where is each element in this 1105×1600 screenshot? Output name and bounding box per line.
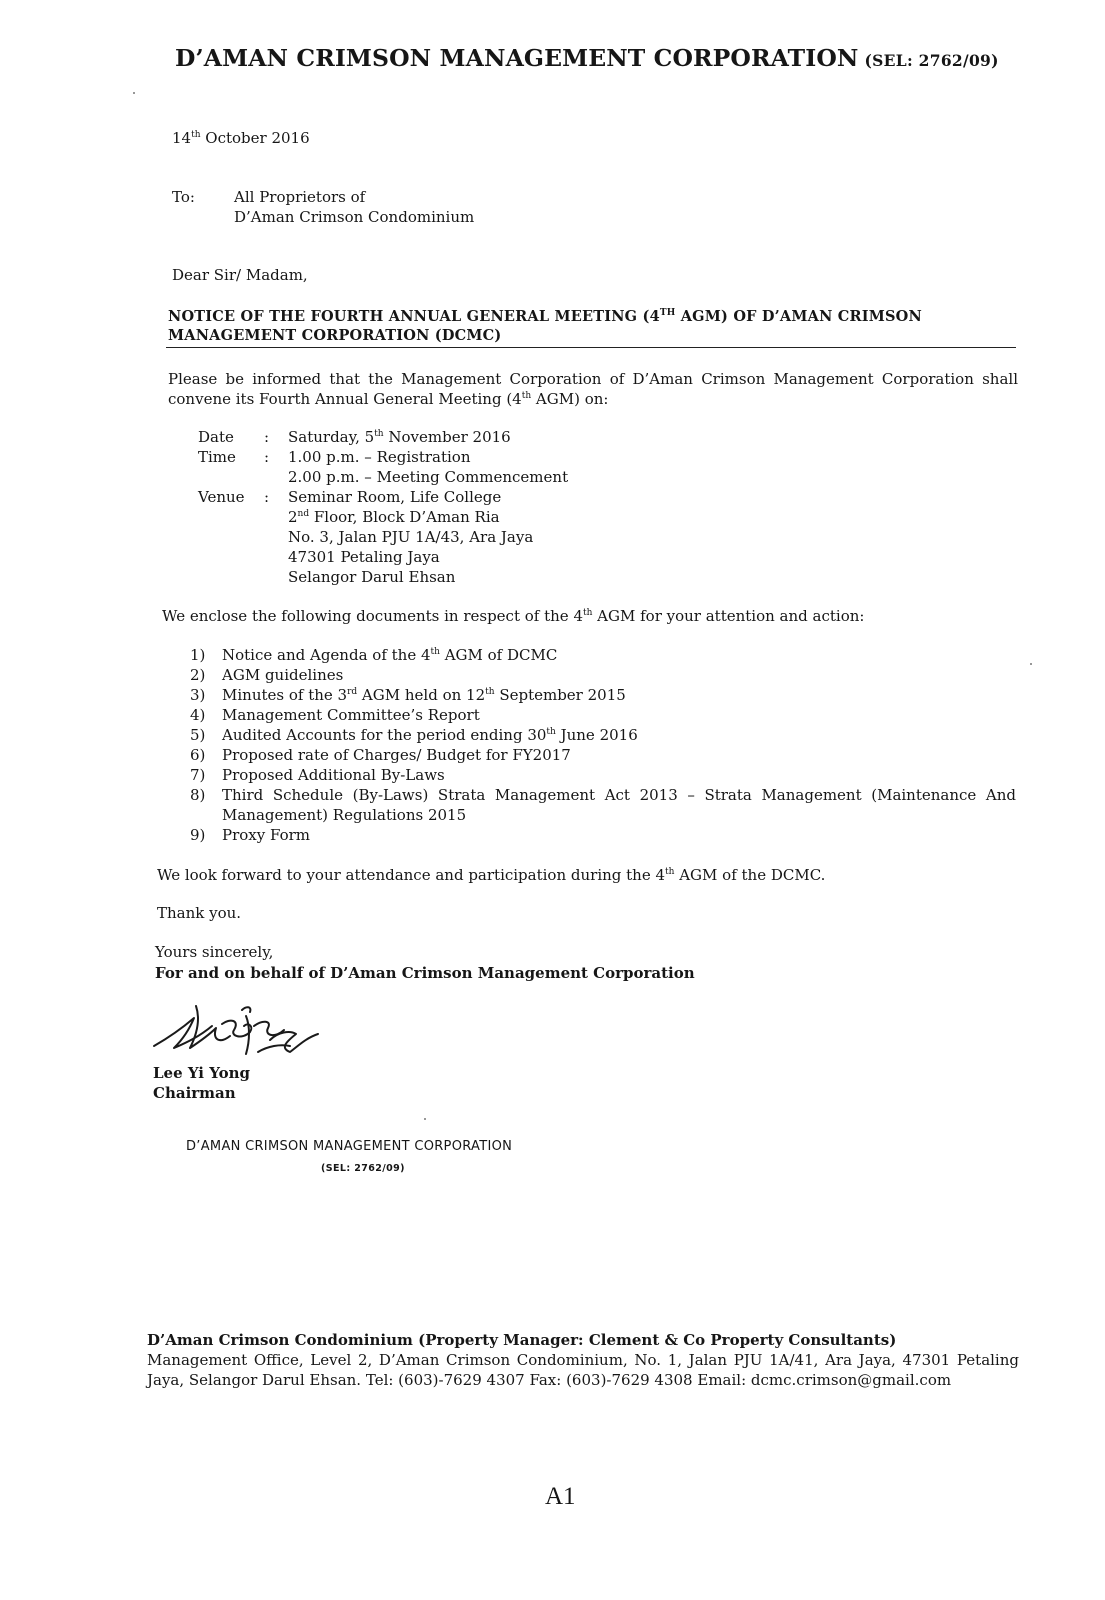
footer-address: Management Office, Level 2, D’Aman Crimson Condominium, No. 1, Jalan PJU 1A/41, Ara Jaya, 47301 Petaling Jaya, Selangor Darul Ehsan. Tel: (603)-7629 4307 Fax: (603)-7629 4308 Email: dcmc.crimson@gmail.com — [147, 1351, 1019, 1389]
list-item: 4) Management Committee’s Report — [190, 706, 480, 724]
intro-paragraph: Please be informed that the Management Corporation of D’Aman Crimson Management Corporation shall convene its Fourth Annual General Meeting (4th AGM) on: — [168, 370, 1018, 408]
subject-underline — [166, 347, 1016, 348]
salutation: Dear Sir/ Madam, — [172, 266, 308, 284]
list-item: 5) Audited Accounts for the period ending 30th June 2016 — [190, 726, 638, 744]
signatory-name: Lee Yi Yong — [153, 1064, 251, 1082]
list-item: 7) Proposed Additional By-Laws — [190, 766, 445, 784]
closing-paragraph: We look forward to your attendance and participation during the 4th AGM of the DCMC. — [157, 866, 826, 884]
venue-line-1: Seminar Room, Life College — [288, 488, 502, 506]
letterhead — [175, 44, 999, 72]
list-item: 2) AGM guidelines — [190, 666, 344, 684]
detail-date-label: Date — [198, 428, 234, 446]
venue-line-4: 47301 Petaling Jaya — [288, 548, 440, 566]
detail-colon: : — [264, 448, 270, 466]
stamp-reg: (SEL: 2762/09) — [321, 1163, 405, 1174]
detail-time — [198, 447, 568, 487]
venue-line-5: Selangor Darul Ehsan — [288, 568, 456, 586]
detail-colon: : — [264, 488, 270, 506]
enclosure-list — [190, 645, 1016, 845]
scan-speck — [1030, 663, 1032, 665]
detail-date — [198, 427, 568, 447]
page-number: A1 — [545, 1483, 576, 1510]
letterhead-org: D’AMAN CRIMSON MANAGEMENT CORPORATION — [175, 44, 859, 72]
list-item: 9) Proxy Form — [190, 826, 311, 844]
detail-date-value: Saturday, 5th November 2016 — [288, 428, 511, 446]
detail-venue-label: Venue — [198, 488, 245, 506]
detail-colon: : — [264, 428, 270, 446]
scan-speck — [424, 1118, 426, 1120]
recipient-line-1: All Proprietors of — [234, 188, 366, 206]
detail-time-commencement: 2.00 p.m. – Meeting Commencement — [288, 468, 569, 486]
venue-line-2: 2nd Floor, Block D’Aman Ria — [288, 508, 500, 526]
footer-title: D’Aman Crimson Condominium (Property Manager: Clement & Co Property Consultants) — [147, 1331, 897, 1349]
signatory-title: Chairman — [153, 1084, 236, 1102]
detail-time-registration: 1.00 p.m. – Registration — [288, 448, 471, 466]
recipient — [234, 187, 474, 227]
list-item: 3) Minutes of the 3rd AGM held on 12th September 2015 — [190, 686, 626, 704]
recipient-label: To: — [172, 188, 195, 206]
scan-speck — [133, 92, 135, 94]
list-item: 8) Third Schedule (By-Laws) Strata Management Act 2013 – Strata Management (Maintenance And Management) Regulations 2015 — [190, 786, 1016, 824]
enclosure-intro: We enclose the following documents in respect of the 4th AGM for your attention and action: — [162, 607, 865, 625]
list-item: 6) Proposed rate of Charges/ Budget for FY2017 — [190, 746, 571, 764]
valediction: Yours sincerely, — [155, 943, 274, 961]
meeting-details — [198, 427, 568, 587]
signature-image — [150, 996, 330, 1066]
subject-heading: NOTICE OF THE FOURTH ANNUAL GENERAL MEETING (4TH AGM) OF D’AMAN CRIMSON MANAGEMENT CORPORATION (DCMC) — [168, 308, 922, 344]
detail-venue — [198, 487, 568, 587]
thanks: Thank you. — [157, 904, 242, 922]
detail-time-label: Time — [198, 448, 236, 466]
list-item: 1) Notice and Agenda of the 4th AGM of DCMC — [190, 646, 558, 664]
recipient-line-2: D’Aman Crimson Condominium — [234, 208, 475, 226]
venue-line-3: No. 3, Jalan PJU 1A/43, Ara Jaya — [288, 528, 534, 546]
on-behalf-line: For and on behalf of D’Aman Crimson Management Corporation — [155, 964, 695, 982]
letterhead-reg: (SEL: 2762/09) — [864, 51, 999, 70]
stamp-org: D’AMAN CRIMSON MANAGEMENT CORPORATION — [186, 1139, 513, 1154]
letter-date: 14th October 2016 — [172, 129, 310, 147]
